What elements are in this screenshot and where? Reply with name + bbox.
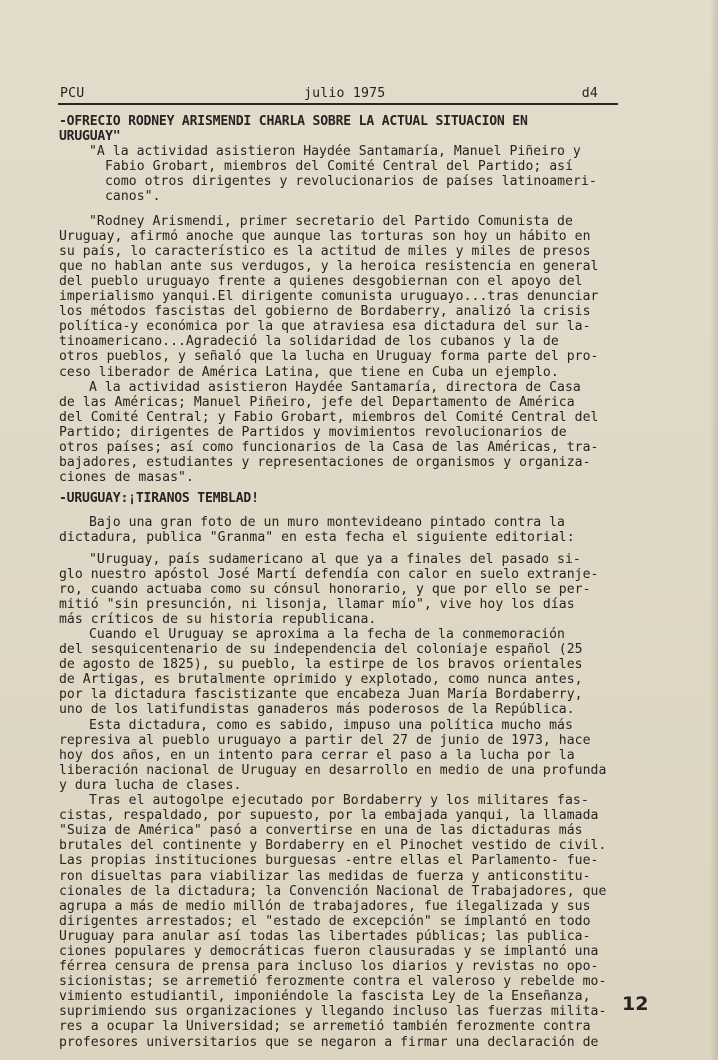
- header-page-code: d4: [581, 86, 598, 101]
- body-text-line: Uruguay para anular así todas las libertades públicas; las publica-: [59, 928, 591, 944]
- body-text-line: Partido; dirigentes de Partidos y movimientos revolucionarios de: [59, 424, 567, 440]
- body-text-line: política-y económica por la que atraviesa esa dictadura del sur la-: [59, 319, 591, 335]
- body-text-line: represiva al pueblo uruguayo a partir del 27 de junio de 1973, hace: [59, 732, 591, 748]
- section-heading-line: -URUGUAY:¡TIRANOS TEMBLAD!: [59, 491, 259, 507]
- body-text-line: uno de los latifundistas ganaderos más poderosos de la República.: [59, 702, 575, 718]
- body-text-line: los métodos fascistas del gobierno de Bordaberry, analizó la crisis: [59, 304, 591, 320]
- document-body: [59, 114, 647, 1050]
- body-text-line: otros pueblos, y señaló que la lucha en Uruguay forma parte del pro-: [59, 349, 599, 365]
- body-text-line: ciones de masas".: [59, 470, 194, 486]
- body-text-line: como otros dirigentes y revolucionarios de países latinoameri-: [105, 174, 597, 190]
- body-text-line: Esta dictadura, como es sabido, impuso una política mucho más: [89, 717, 573, 733]
- section-heading-line: URUGUAY": [59, 129, 121, 145]
- body-text-line: brutales del continente y Bordaberry en el Pinochet vestido de civil.: [59, 838, 607, 854]
- body-text-line: Las propias instituciones burguesas -entre ellas el Parlamento- fue-: [59, 853, 599, 869]
- body-text-line: vimiento estudiantil, imponiéndole la fascista Ley de la Enseñanza,: [59, 989, 591, 1005]
- body-text-line: ron disueltas para viabilizar las medidas de fuerza y anticonstitu-: [59, 868, 591, 884]
- body-text-line: otros países; así como funcionarios de la Casa de las Américas, tra-: [59, 439, 599, 455]
- body-text-line: Cuando el Uruguay se aproxima a la fecha de la conmemoración: [89, 627, 565, 642]
- body-text-line: dirigentes arrestados; el "estado de excepción" se implantó en todo: [59, 913, 591, 929]
- body-text-line: Tras el autogolpe ejecutado por Bordaberry y los militares fas-: [89, 793, 589, 809]
- header-date: julio 1975: [304, 86, 386, 101]
- page-edge-shadow: [710, 0, 718, 1060]
- body-text-line: Uruguay, afirmó anoche que aunque las torturas son hoy un hábito en: [59, 228, 591, 244]
- page-number: 12: [622, 993, 649, 1015]
- paragraph-spacer: [59, 205, 647, 214]
- body-text-line: de Artigas, es brutalmente oprimido y explotado, como nunca antes,: [59, 672, 583, 688]
- paragraph-spacer: [59, 506, 647, 515]
- body-text-line: más críticos de su historia republicana.: [59, 611, 377, 627]
- body-text-line: "Uruguay, país sudamericano al que ya a finales del pasado si-: [89, 551, 581, 567]
- body-text-line: "A la actividad asistieron Haydée Santamaría, Manuel Piñeiro y: [89, 144, 581, 160]
- body-text-line: por la dictadura fascistizante que encabeza Juan María Bordaberry,: [59, 687, 583, 703]
- body-text-line: férrea censura de prensa para incluso los diarios y revistas no opo-: [59, 959, 599, 975]
- body-text-line: canos".: [105, 189, 161, 205]
- body-text-line: cistas, respaldado, por supuesto, por la embajada yanqui, la llamada: [59, 808, 599, 824]
- body-text-line: liberación nacional de Uruguay en desarrollo en medio de una profunda: [59, 762, 607, 778]
- body-text-line: sicionistas; se arremetió ferozmente contra el valeroso y rebelde mo-: [59, 974, 607, 990]
- body-text-line: que no hablan ante sus verdugos, y la heroica resistencia en general: [59, 258, 599, 274]
- body-text-line: cionales de la dictadura; la Convención Nacional de Trabajadores, que: [59, 883, 607, 899]
- header-rule: [58, 103, 618, 105]
- body-text-line: bajadores, estudiantes y representaciones de organismos y organiza-: [59, 455, 591, 471]
- body-text-line: imperialismo yanqui.El dirigente comunista uruguayo...tras denunciar: [59, 289, 599, 305]
- body-text-line: dictadura, publica "Granma" en esta fecha el siguiente editorial:: [59, 530, 575, 546]
- body-text-line: ro, cuando actuaba como su cónsul honorario, y que por ello se per-: [59, 581, 591, 597]
- body-text-line: res a ocupar la Universidad; se arremetió también ferozmente contra: [59, 1019, 591, 1035]
- body-text-line: hoy dos años, en un intento para cerrar el paso a la lucha por la: [59, 747, 575, 763]
- body-text-line: glo nuestro apóstol José Martí defendía con calor en suelo extranje-: [59, 566, 599, 582]
- body-text-line: del pueblo uruguayo frente a quienes desgobiernan con el apoyo del: [59, 273, 583, 289]
- page-header: [60, 86, 612, 102]
- body-text-line: del sesquicentenario de su independencia del coloniaje español (25: [59, 642, 583, 658]
- body-text-line: "Rodney Arismendi, primer secretario del Partido Comunista de: [89, 213, 573, 229]
- body-text-line: Fabio Grobart, miembros del Comité Central del Partido; así: [105, 159, 574, 175]
- body-text-line: ceso liberador de América Latina, que tiene en Cuba un ejemplo.: [59, 364, 559, 380]
- body-text-line: A la actividad asistieron Haydée Santamaría, directora de Casa: [89, 379, 581, 395]
- body-text-line: mitió "sin presunción, ni lisonja, llamar mío", vive hoy los días: [59, 596, 575, 612]
- body-text-line: Bajo una gran foto de un muro montevideano pintado contra la: [89, 515, 565, 531]
- body-text-line: "Suiza de América" pasó a convertirse en una de las dictaduras más: [59, 823, 583, 839]
- header-left: PCU: [60, 86, 85, 101]
- section-heading-line: -OFRECIO RODNEY ARISMENDI CHARLA SOBRE LA ACTUAL SITUACION EN: [59, 114, 528, 129]
- body-text-line: su país, lo característico es la actitud de miles y miles de presos: [59, 243, 591, 259]
- body-text-line: y dura lucha de clases.: [59, 777, 242, 793]
- body-text-line: del Comité Central; y Fabio Grobart, miembros del Comité Central del: [59, 409, 599, 425]
- body-text-line: profesores universitarios que se negaron a firmar una declaración de: [59, 1034, 599, 1050]
- body-text-line: de agosto de 1825), su pueblo, la estirpe de los bravos orientales: [59, 657, 583, 673]
- body-text-line: tinoamericano...Agradeció la solidaridad de los cubanos y la de: [59, 334, 559, 350]
- body-text-line: agrupa a más de medio millón de trabajadores, fue ilegalizada y sus: [59, 898, 591, 914]
- body-text-line: ciones populares y democráticas fueron clausuradas y se implantó una: [59, 943, 599, 959]
- body-text-line: suprimiendo sus organizaciones y llegando incluso las fuerzas milita-: [59, 1004, 607, 1020]
- body-text-line: de las Américas; Manuel Piñeiro, jefe del Departamento de América: [59, 394, 575, 410]
